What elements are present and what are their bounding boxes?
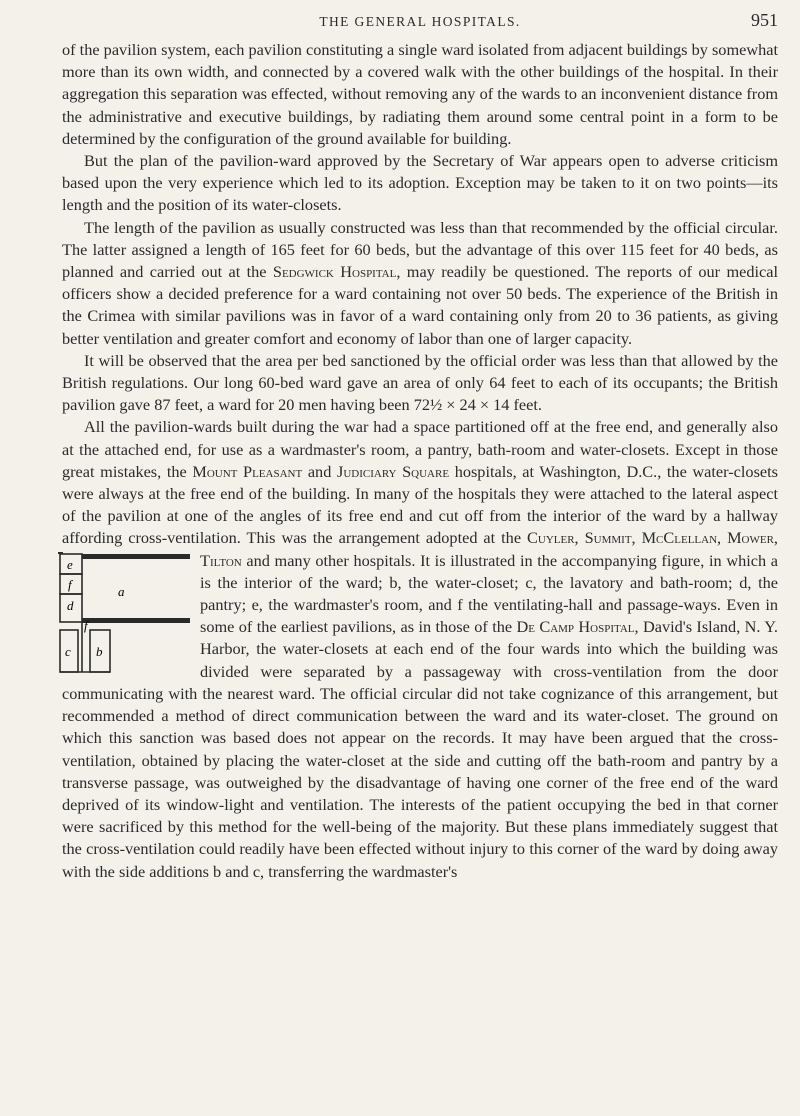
body-text xyxy=(62,39,778,883)
hospital-name: Mount Pleasant xyxy=(192,461,303,481)
ward-wall-bottom xyxy=(82,618,190,623)
ward-plan-figure xyxy=(58,552,190,676)
paragraph: It will be observed that the area per bed sanctioned by the official order was less than that allowed by the British regulations. Our long 60-bed ward gave an area of only 64 feet to each of its occupants; the British pavilion gave 87 feet, a ward for 20 men having been 72½ × 24 × 14 feet. xyxy=(62,350,778,415)
text-run: and xyxy=(302,461,337,481)
label-a: a xyxy=(118,583,125,599)
paragraph: But the plan of the pavilion-ward approved by the Secretary of War appears open to adverse criticism based upon the very experience which led to its adoption. Exception may be taken to it on two points—its length and the position of its water-closets. xyxy=(62,151,778,215)
label-e: e xyxy=(67,556,73,572)
text-run: The length of the pavilion as usually constructed was less than that recommended by the official circular. The latter assigned a length of 165 feet for 60 beds, but the advantage of this over 115 feet for 40 beds, as planned and carried out at the xyxy=(62,217,778,282)
paragraph: of the pavilion system, each pavilion constituting a single ward isolated from adjacent buildings by somewhat more than its own width, and connected by a covered walk with the other buildings of the hospital. In their aggregation this separation was effected, without removing any of the wards to an inconvenient distance from the administrative and executive buildings, by radiating them around some central point in a form to be determined by the configuration of the ground available for building. xyxy=(62,40,778,148)
ward-wall-top xyxy=(82,554,190,559)
page-number: 951 xyxy=(751,10,778,30)
page-header xyxy=(62,8,778,32)
label-b: b xyxy=(96,643,103,659)
hospital-name: De Camp Hospital xyxy=(516,617,635,637)
running-head: THE GENERAL HOSPITALS. xyxy=(319,14,521,29)
text-run: and many other hospitals. It is illustrated in the accompanying figure, in which xyxy=(241,550,771,570)
hospital-name: Judiciary Square xyxy=(336,461,450,481)
text-run: a is the interior of the ward; b, the water-closet; c, the lavatory and bath-room; d, the pantry; e, the wardmaster's room, and f the ventilating-hall and passage-ways. Even in some of the earliest pavilions, as in those of the xyxy=(200,550,778,637)
label-d: d xyxy=(67,597,74,613)
text-run: , may readily be questioned. The reports of our medical officers show a decided preference for a ward containing not over 50 beds. The experience of the British in the Crimea with similar pavilions was in favor of a ward containing only from 20 to 36 patients, as giving better ventilation and greater comfort and economy of labor than one of larger capacity. xyxy=(62,262,778,348)
label-c: c xyxy=(65,643,71,659)
paragraph xyxy=(62,416,778,882)
corner-mark xyxy=(58,552,63,554)
text-run: hospitals, at Washington, D.C., the water-closets were always at the free end of the building. In many of the hospitals they were attached to the lateral aspect of the pavilion at one of the angles of its free end and cut off from the interior of the ward by a hallway affording cross-ventilation. This was the arrangement adopted at the xyxy=(62,461,778,548)
text-run: All the pavilion-wards built during the war had a space partitioned off at the free end, and generally also at the attached end, for use as a wardmaster's room, a pantry, bath-room and water-closets. Except in those great mistakes, the xyxy=(62,417,778,481)
text-run: , David's Island, N. Y. Harbor, the water-closets at each end of the four wards into which the building was divided were separated by a passageway with cross-ventilation from the door communicating with the nearest ward. The official circular did not take cognizance of this arrangement, but recommended a method of direct communication between the ward and its water-closet. The ground on which this sanction was based does not appear on the records. It may have been argued that the cross-ventilation, obtained by placing the water-closet at the side and cutting off the bath-room and pantry by a transverse passage, was outweighed by the disadvantage of having one corner of the free end of the ward deprived of its window-light and ventilation. The interests of the patient occupying the bed in that corner were sacrificed by this method for the well-being of the majority. But these plans immediately suggest that the cross-ventilation could readily have been effected without injury to this corner of the ward by doing away with the side additions b and c, transferring the wardmaster's xyxy=(62,617,778,881)
ward-plan-drawing xyxy=(58,552,190,676)
label-f-lower: f xyxy=(84,617,88,633)
label-f-upper: f xyxy=(68,576,72,592)
hospital-name: Sedgwick Hospital xyxy=(272,262,397,282)
paragraph xyxy=(62,217,778,350)
hospital-name: Cuyler, Summit, McClellan, Mower, Tilton xyxy=(200,528,778,570)
